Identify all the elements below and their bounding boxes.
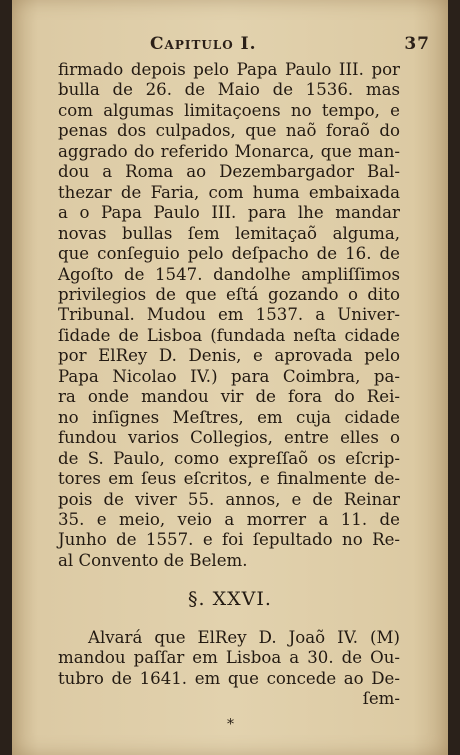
text-line: firmado depois pelo Papa Paulo III. por: [58, 60, 400, 79]
text-line: dou a Roma ao Dezembargador Bal-: [58, 162, 400, 182]
running-header: [150, 34, 430, 54]
text-line: ſidade de Lisboa (fundada neſta cidade: [58, 325, 400, 345]
text-line: penas dos culpados, que naõ foraõ do: [58, 121, 400, 141]
text-line: Alvará que ElRey D. Joaõ IV. (M): [88, 628, 400, 647]
paragraph-2: [58, 628, 400, 710]
text-line: Junho de 1557. e foi ſepultado no Re-: [58, 530, 400, 550]
printer-mark-icon: ⁎: [227, 712, 234, 728]
text-line: thezar de Faria, com huma embaixada: [58, 182, 400, 202]
text-line: por ElRey D. Denis, e aprovada pelo: [58, 346, 400, 366]
chapter-title: Capitulo I.: [150, 34, 257, 54]
text-line: aggrado do referido Monarca, que man-: [58, 141, 400, 161]
text-line: 35. e meio, veio a morrer a 11. de: [58, 509, 400, 529]
text-line: Papa Nicolao IV.) para Coimbra, pa-: [58, 366, 400, 386]
text-line: que conſeguio pelo deſpacho de 16. de: [58, 244, 400, 264]
text-line: novas bullas ſem lemitaçaõ alguma,: [58, 223, 400, 243]
text-line: no inſignes Meſtres, em cuja cidade: [58, 407, 400, 427]
text-line: fundou varios Collegios, entre elles o: [58, 428, 400, 448]
catchword: ſem-: [362, 689, 400, 709]
text-line: privilegios de que eſtá gozando o dito: [58, 284, 400, 304]
paragraph-1: [58, 60, 400, 571]
text-line: a o Papa Paulo III. para lhe mandar: [58, 203, 400, 223]
page-number: 37: [404, 34, 430, 54]
text-line: Agoſto de 1547. dandolhe ampliſſimos: [58, 264, 400, 284]
text-line: bulla de 26. de Maio de 1536. mas: [58, 80, 400, 100]
text-line: mandou paſſar em Lisboa a 30. de Ou-: [58, 648, 400, 668]
main-text: [58, 60, 400, 571]
text-line: Tribunal. Mudou em 1537. a Univer-: [58, 305, 400, 325]
text-line: al Convento de Belem.: [58, 550, 248, 570]
section-heading: §. XXVI.: [188, 588, 272, 610]
text-line: tores em ſeus eſcritos, e finalmente de-: [58, 469, 400, 489]
text-line: de S. Paulo, como expreſſaõ os eſcrip-: [58, 448, 400, 468]
text-line: pois de viver 55. annos, e de Reinar: [58, 489, 400, 509]
text-line: tubro de 1641. em que concede ao De-: [58, 668, 400, 688]
text-line: ra onde mandou vir de fora do Rei-: [58, 387, 400, 407]
text-line: com algumas limitaçoens no tempo, e: [58, 100, 400, 120]
